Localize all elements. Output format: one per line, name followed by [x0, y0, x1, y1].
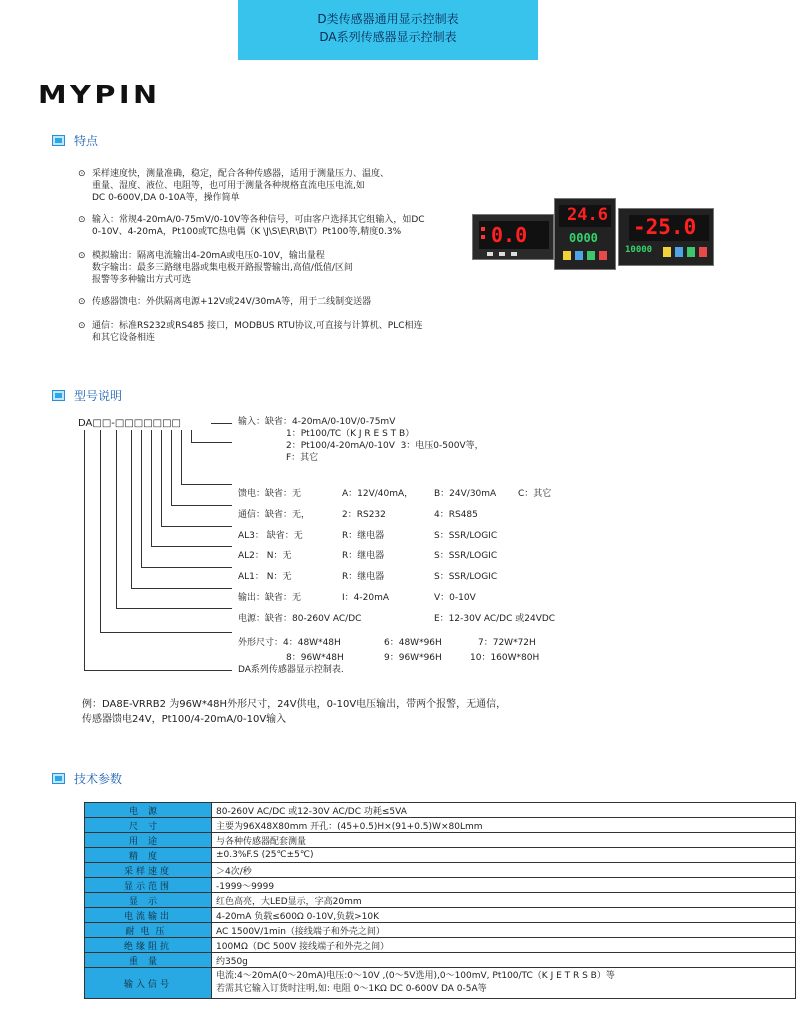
- device-image-square: [554, 198, 616, 270]
- example-line: 传感器馈电24V，Pt100/4-20mA/0-10V输入: [82, 714, 287, 725]
- text-segment: 4：RS485: [434, 510, 478, 520]
- diagram-line: [211, 423, 232, 424]
- feature-line: 重量、湿度、液位、电阻等，也可用于测量各种规格直流电压电流,如: [92, 181, 365, 191]
- diagram-line: [171, 430, 172, 505]
- title-line-2: DA系列传感器显示控制表: [319, 30, 457, 44]
- model-code: DA□□-□□□□□□□: [78, 418, 182, 429]
- spec-key: 显示: [85, 893, 212, 908]
- text-segment: A：12V/40mA，: [342, 489, 414, 499]
- spec-key: 电源: [85, 803, 212, 818]
- example-text: [82, 697, 506, 727]
- input-line: F：其它: [286, 453, 319, 463]
- text-segment: R：继电器: [342, 572, 385, 582]
- diagram-line: [191, 430, 192, 442]
- text-segment: 6：48W*96H: [384, 638, 442, 648]
- feature-item-1: [78, 168, 478, 204]
- table-row: [85, 968, 796, 999]
- spec-value: 约350g: [212, 953, 796, 968]
- title-banner: [238, 0, 538, 60]
- option-row: [238, 478, 552, 500]
- text-segment: R：继电器: [342, 531, 385, 541]
- device-image-small: [472, 214, 554, 260]
- text-segment: C：其它: [518, 489, 552, 499]
- bullet-icon: ⊙: [78, 321, 86, 331]
- option-row: [238, 540, 498, 562]
- spec-key: 重量: [85, 953, 212, 968]
- table-row: [85, 803, 796, 818]
- option-row: [238, 520, 498, 542]
- feature-line: 模拟输出：隔离电流输出4-20mA或电压0-10V，输出量程: [92, 251, 325, 261]
- diagram-line: [131, 430, 132, 588]
- spec-key: 采样速度: [85, 863, 212, 878]
- diagram-line: [161, 430, 162, 526]
- feature-line: DC 0-600V,DA 0-10A等，操作简单: [92, 193, 240, 203]
- section-icon: [52, 135, 65, 146]
- text-segment: 9：96W*96H: [384, 653, 442, 663]
- spec-value: AC 1500V/1min（接线端子和外壳之间）: [212, 923, 796, 938]
- feature-line: 传感器馈电：外供隔离电源+12V或24V/30mA等，用于二线制变送器: [92, 297, 372, 307]
- diagram-line: [116, 430, 117, 608]
- spec-value: 4-20mA 负载≤600Ω 0-10V,负载>10K: [212, 908, 796, 923]
- diagram-line: [100, 632, 232, 633]
- diagram-line: [131, 588, 232, 589]
- input-line: 输入：缺省：4-20mA/0-10V/0-75mV: [238, 417, 396, 427]
- spec-key: 精度: [85, 848, 212, 863]
- text-segment: 8：96W*48H: [286, 653, 344, 663]
- feature-line: 和其它设备相连: [92, 333, 156, 343]
- diagram-line: [151, 546, 232, 547]
- text-segment: B：24V/30mA: [434, 489, 497, 499]
- spec-key: 电流输出: [85, 908, 212, 923]
- text-segment: S：SSR/LOGIC: [434, 531, 498, 541]
- table-row: [85, 863, 796, 878]
- device-display-top: 24.6: [567, 205, 608, 225]
- model-title: 型号说明: [74, 388, 123, 403]
- spec-key: 输入信号: [85, 968, 212, 999]
- table-row: [85, 848, 796, 863]
- table-row: [85, 893, 796, 908]
- input-line: 2：Pt100/4-20mA/0-10V 3：电压0-500V等，: [286, 441, 484, 451]
- table-row: [85, 953, 796, 968]
- text-segment: AL2： N：无: [238, 551, 292, 561]
- series-label: DA系列传感器显示控制表.: [238, 665, 344, 675]
- spec-value: 与各种传感器配套测量: [212, 833, 796, 848]
- text-segment: 馈电：缺省：无: [238, 489, 302, 499]
- spec-key: 用途: [85, 833, 212, 848]
- option-row: [238, 603, 556, 625]
- features-title: 特点: [74, 133, 99, 148]
- feature-item-2: [78, 214, 478, 238]
- text-segment: V：0-10V: [434, 593, 476, 603]
- diagram-line: [171, 505, 232, 506]
- device-display-bottom: 0000: [569, 231, 598, 245]
- text-segment: I：4-20mA: [342, 593, 390, 603]
- device-image-wide: [618, 208, 714, 266]
- diagram-line: [191, 442, 232, 443]
- bullet-icon: ⊙: [78, 251, 86, 261]
- spec-value: [212, 968, 796, 999]
- bullet-icon: ⊙: [78, 297, 86, 307]
- device-display-secondary: 10000: [625, 245, 653, 255]
- text-segment: R：继电器: [342, 551, 385, 561]
- feature-line: 0-10V、4-20mA，Pt100或TC热电偶（K \J\S\E\R\B\T）Pt100等,精度0.3%: [92, 227, 402, 237]
- table-row: [85, 833, 796, 848]
- input-line: 1：Pt100/TC（K J R E S T B）: [286, 429, 415, 439]
- diagram-line: [84, 670, 232, 671]
- table-row: [85, 923, 796, 938]
- feature-line: 报警等多种输出方式可选: [92, 275, 192, 285]
- input-signal-line: 若需其它输入订货时注明,如: 电阻 0～1KΩ DC 0-600V DA 0-5A等: [216, 984, 487, 994]
- spec-value: 80-260V AC/DC 或12-30V AC/DC 功耗≤5VA: [212, 803, 796, 818]
- feature-line: 通信：标准RS232或RS485 接口，MODBUS RTU协议,可直接与计算机、PLC相连: [92, 321, 423, 331]
- diagram-line: [141, 430, 142, 567]
- table-row: [85, 908, 796, 923]
- text-segment: 输出：缺省：无: [238, 593, 302, 603]
- spec-key: 耐电压: [85, 923, 212, 938]
- text-segment: AL3： 缺省：无: [238, 531, 303, 541]
- specs-title: 技术参数: [74, 771, 123, 786]
- feature-item-5: [78, 320, 478, 344]
- features-heading: [52, 132, 98, 148]
- table-row: [85, 938, 796, 953]
- diagram-line: [84, 430, 85, 670]
- diagram-line: [151, 430, 152, 546]
- diagram-line: [181, 430, 182, 484]
- text-segment: S：SSR/LOGIC: [434, 572, 498, 582]
- diagram-line: [181, 484, 232, 485]
- text-segment: 7：72W*72H: [478, 638, 536, 648]
- spec-value: 100MΩ（DC 500V 接线端子和外壳之间）: [212, 938, 796, 953]
- option-row: [238, 499, 478, 521]
- spec-value: ＞4次/秒: [212, 863, 796, 878]
- spec-value: ±0.3%F.S (25℃±5℃): [212, 848, 796, 863]
- text-segment: S：SSR/LOGIC: [434, 551, 498, 561]
- table-row: [85, 818, 796, 833]
- text-segment: AL1： N：无: [238, 572, 292, 582]
- feature-line: 数字输出：最多三路继电器或集电极开路报警输出,高值/低值/区间: [92, 263, 353, 273]
- spec-value: -1999～9999: [212, 878, 796, 893]
- text-segment: 电源：缺省：80-260V AC/DC: [238, 614, 362, 624]
- section-icon: [52, 773, 65, 784]
- text-segment: 外形尺寸：4：48W*48H: [238, 638, 341, 648]
- spec-table: [84, 802, 796, 999]
- text-segment: 10：160W*80H: [470, 653, 540, 663]
- bullet-icon: ⊙: [78, 169, 86, 179]
- diagram-line: [161, 526, 232, 527]
- model-heading: [52, 387, 122, 403]
- option-row: [238, 561, 498, 583]
- spec-key: 尺寸: [85, 818, 212, 833]
- feature-line: 采样速度快，测量准确，稳定，配合各种传感器，适用于测量压力、温度、: [92, 169, 390, 179]
- diagram-line: [100, 430, 101, 632]
- specs-heading: [52, 770, 122, 786]
- option-row: [238, 582, 476, 604]
- table-row: [85, 878, 796, 893]
- example-line: 例：DA8E-VRRB2 为96W*48H外形尺寸，24V供电，0-10V电压输出，带两个报警，无通信，: [82, 699, 507, 710]
- device-display: 0.0: [491, 223, 528, 247]
- text-segment: 通信：缺省：无，: [238, 510, 311, 520]
- section-icon: [52, 390, 65, 401]
- text-segment: 2：RS232: [342, 510, 386, 520]
- spec-value: 红色高亮，大LED显示，字高20mm: [212, 893, 796, 908]
- input-signal-line: 电流:4～20mA(0～20mA)电压:0～10V ,(0～5V选用),0～100mV, Pt100/TC（K J E T R S B）等: [216, 971, 615, 981]
- diagram-line: [116, 608, 232, 609]
- spec-key: 绝缘阻抗: [85, 938, 212, 953]
- spec-key: 显示范围: [85, 878, 212, 893]
- bullet-icon: ⊙: [78, 215, 86, 225]
- text-segment: E：12-30V AC/DC 或24VDC: [434, 614, 556, 624]
- brand-logo: MYPIN: [38, 80, 161, 109]
- feature-item-4: [78, 296, 478, 308]
- feature-line: 输入：常规4-20mA/0-75mV/0-10V等各种信号，可由客户选择其它组输入，如DC: [92, 215, 425, 225]
- device-display-main: -25.0: [633, 215, 697, 239]
- spec-value: 主要为96X48X80mm 开孔：(45+0.5)H×(91+0.5)W×80Lmm: [212, 818, 796, 833]
- diagram-line: [141, 567, 232, 568]
- title-line-1: D类传感器通用显示控制表: [317, 12, 459, 26]
- feature-item-3: [78, 250, 478, 286]
